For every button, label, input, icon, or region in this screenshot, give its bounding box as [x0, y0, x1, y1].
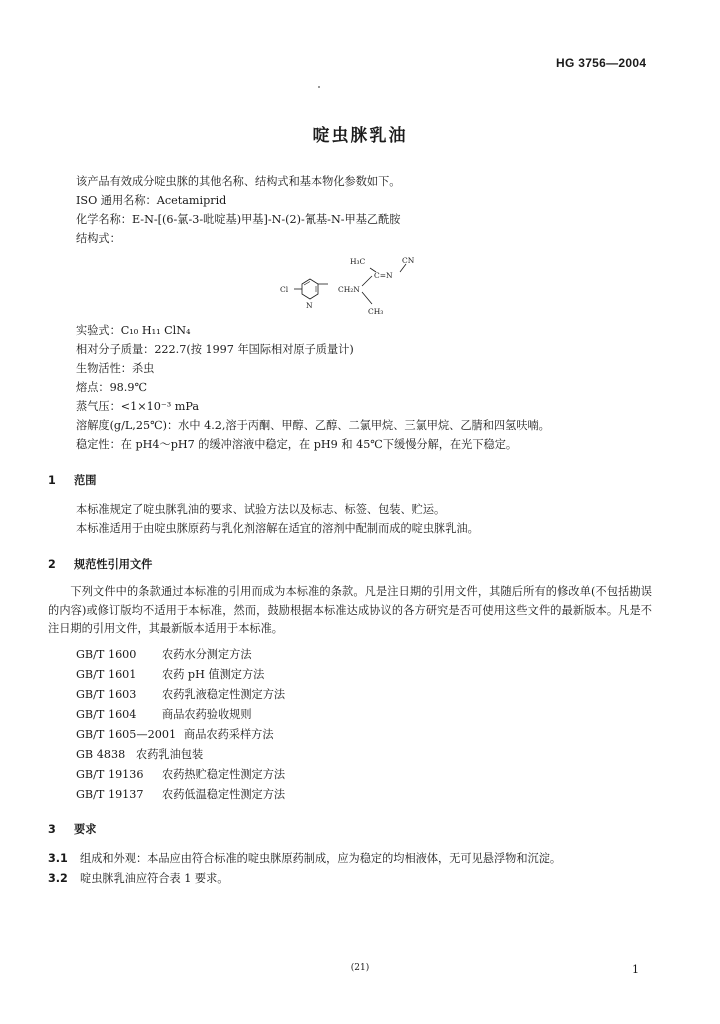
- clause-3-2: [48, 870, 228, 886]
- vapor-pressure: 蒸气压：<1×10⁻³ mPa: [76, 400, 200, 413]
- section-number: 3: [48, 823, 56, 836]
- empirical-formula: 实验式：C₁₀ H₁₁ ClN₄: [76, 324, 191, 337]
- reference-item: GB/T 19137 农药低温稳定性测定方法: [76, 788, 286, 801]
- ch2n-label: CH₂N: [338, 285, 360, 294]
- pyridine-ring: [302, 279, 318, 299]
- section-title: 要求: [74, 823, 97, 836]
- page-number: 1: [632, 963, 639, 976]
- ring-nitrogen-label: N: [306, 301, 313, 310]
- reference-item: GB/T 1600 农药水分测定方法: [76, 648, 252, 661]
- scan-speck: [318, 86, 320, 88]
- structural-formula: [276, 254, 436, 326]
- page-title: 啶虫脒乳油: [312, 126, 408, 146]
- structure-drawing: [276, 254, 436, 322]
- section-title: 规范性引用文件: [74, 558, 153, 571]
- reference-item: GB/T 1604 商品农药验收规则: [76, 708, 252, 721]
- normative-references-paragraph: 下列文件中的条款通过本标准的引用而成为本标准的条款。凡是注日期的引用文件，其随后所有的修改单(不包括勘误的内容)或修订版均不适用于本标准，然而，鼓励根据本标准达成协议的各方研究是否可使用这些文件的最新版本。凡是不注日期的引用文件，其最新版本适用于本标准。: [48, 585, 652, 635]
- reference-item: GB/T 1601 农药 pH 值测定方法: [76, 668, 265, 681]
- clause-number: 3.2: [48, 872, 68, 885]
- h3c-label: H₃C: [350, 257, 366, 266]
- section-number: 1: [48, 474, 56, 487]
- reference-item: GB 4838 农药乳油包装: [76, 748, 204, 761]
- reference-item: GB/T 19136 农药热贮稳定性测定方法: [76, 768, 286, 781]
- bioactivity: 生物活性：杀虫: [76, 362, 155, 375]
- section-2-heading: [48, 556, 152, 572]
- reference-item: GB/T 1603 农药乳液稳定性测定方法: [76, 688, 286, 701]
- scope-paragraph-1: 本标准规定了啶虫脒乳油的要求、试验方法以及标志、标签、包装、贮运。: [76, 503, 446, 516]
- section-3-heading: [48, 821, 96, 837]
- melting-point: 熔点：98.9℃: [76, 381, 147, 394]
- scope-paragraph-2: 本标准适用于由啶虫脒原药与乳化剂溶解在适宜的溶剂中配制而成的啶虫脒乳油。: [76, 522, 479, 535]
- iso-common-name: ISO 通用名称：Acetamiprid: [76, 194, 227, 207]
- section-1-heading: [48, 472, 96, 488]
- section-title: 范围: [74, 474, 97, 487]
- footer-page-code: (21): [350, 963, 370, 973]
- stability: 稳定性：在 pH4～pH7 的缓冲溶液中稳定，在 pH9 和 45℃下缓慢分解，在光下稳定。: [76, 438, 518, 451]
- molar-mass: 相对分子质量：222.7(按 1997 年国际相对原子质量计): [76, 343, 354, 356]
- solubility: 溶解度(g/L,25℃)：水中 4.2,溶于丙酮、甲醇、乙醇、二氯甲烷、三氯甲烷、乙腈和四氢呋喃。: [76, 419, 550, 432]
- chlorine-label: Cl: [280, 285, 289, 294]
- standard-code: HG 3756—2004: [556, 56, 647, 70]
- structure-label: 结构式：: [76, 232, 121, 245]
- ch3-label: CH₃: [368, 307, 384, 316]
- clause-3-1: [48, 850, 561, 866]
- chemical-name: 化学名称：E-N-[(6-氯-3-吡啶基)甲基]-N-(2)-氰基-N-甲基乙酰胺: [76, 213, 401, 226]
- intro-lead: 该产品有效成分啶虫脒的其他名称、结构式和基本物化参数如下。: [76, 175, 401, 188]
- reference-item: GB/T 1605—2001 商品农药采样方法: [76, 728, 274, 741]
- cyano-label: CN: [402, 256, 415, 265]
- clause-text: 组成和外观：本品应由符合标准的啶虫脒原药制成，应为稳定的均相液体，无可见悬浮物和沉淀。: [80, 852, 562, 865]
- c-eq-n-label: C=N: [374, 271, 393, 280]
- clause-text: 啶虫脒乳油应符合表 1 要求。: [80, 872, 229, 885]
- clause-number: 3.1: [48, 852, 68, 865]
- section-number: 2: [48, 558, 56, 571]
